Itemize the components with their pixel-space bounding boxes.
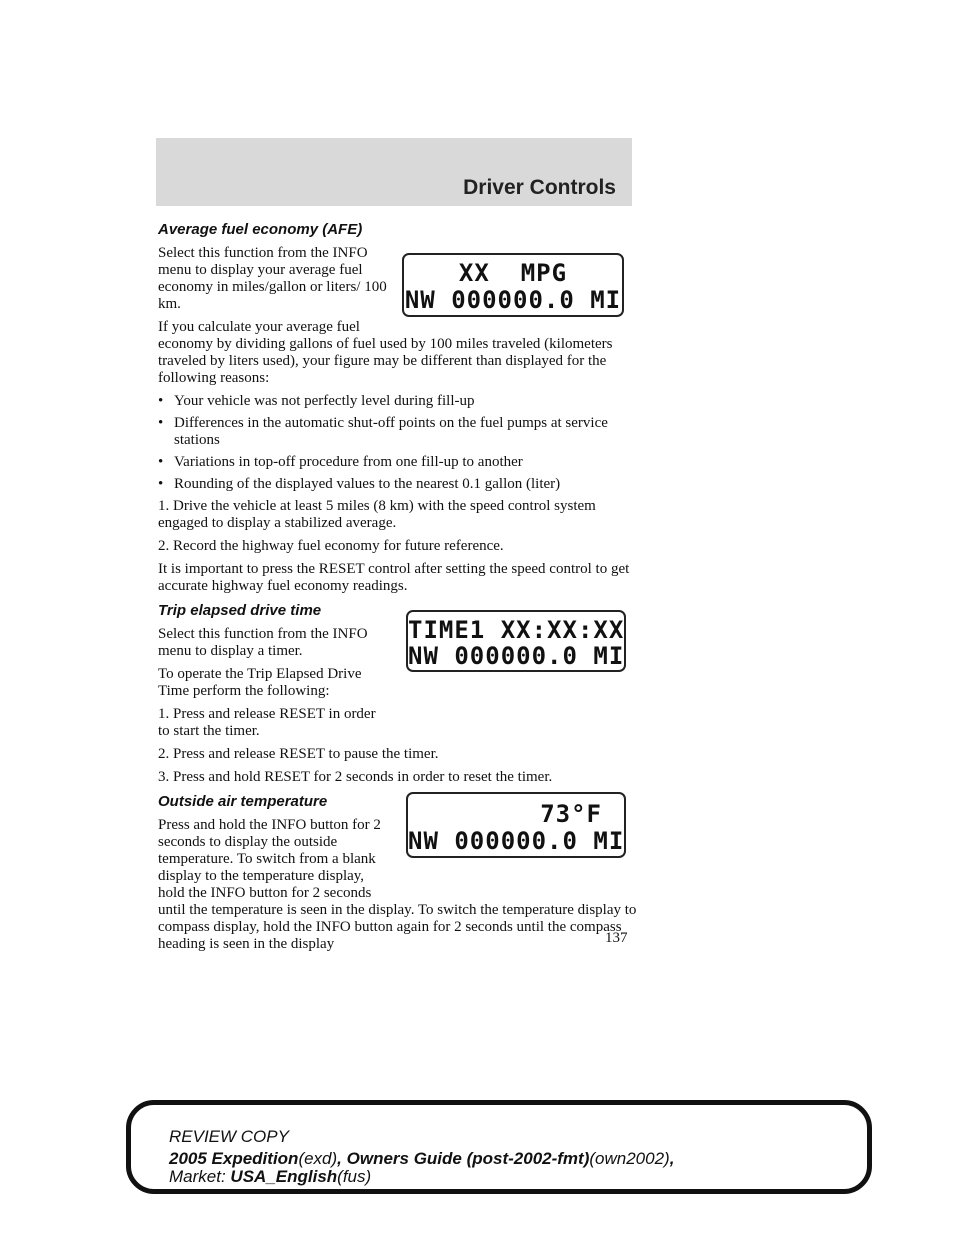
display-line-2: NW 000000.0 MI	[408, 827, 625, 855]
display-line-2: NW 000000.0 MI	[404, 286, 622, 314]
footer-line-3	[169, 1167, 371, 1187]
list-item: • Your vehicle was not perfectly level during fill-up	[158, 393, 638, 410]
afe-step-1: 1. Drive the vehicle at least 5 miles (8 km) with the speed control system engaged to display a stabilized average.	[158, 498, 596, 531]
list-item: • Differences in the automatic shut-off points on the fuel pumps at service stations	[158, 415, 638, 449]
footer-model: 2005 Expedition	[169, 1149, 299, 1168]
oat-heading: Outside air temperature	[158, 793, 328, 810]
afe-step-2: 2. Record the highway fuel economy for future reference.	[158, 538, 504, 554]
display-line-1: XX MPG	[458, 259, 568, 287]
footer-line-2	[169, 1149, 674, 1169]
page-number: 137	[605, 930, 628, 946]
trip-step-2: 2. Press and release RESET to pause the timer.	[158, 746, 439, 762]
afe-intro: Select this function from the INFO menu to display your average fuel economy in miles/gallon or liters/ 100 km.	[158, 245, 387, 312]
footer-market-label: Market:	[169, 1167, 226, 1186]
footer-trail: ,	[669, 1149, 675, 1168]
trip-time-display	[406, 610, 626, 672]
afe-calc-b: economy by dividing gallons of fuel used by 100 miles traveled (kilometers traveled by liters used), your figure may be different than displayed for the following reasons:	[158, 336, 613, 386]
display-line-1: 73°F	[540, 800, 602, 828]
display-line-1: TIME1 XX:XX:XX	[408, 616, 625, 644]
oat-text-a: Press and hold the INFO button for 2 seconds to display the outside temperature. To switch from a blank display to the temperature display, hold the INFO button for 2 seconds	[158, 817, 381, 901]
section-title: Driver Controls	[463, 176, 616, 199]
list-item: • Variations in top-off procedure from one fill-up to another	[158, 454, 638, 471]
trip-operate: To operate the Trip Elapsed Drive Time perform the following:	[158, 666, 362, 699]
afe-note: It is important to press the RESET control after setting the speed control to get accurate highway fuel economy readings.	[158, 561, 630, 594]
list-item: • Rounding of the displayed values to the nearest 0.1 gallon (liter)	[158, 476, 638, 493]
oat-text-b: until the temperature is seen in the display. To switch the temperature display to compass display, hold the INFO button again for 2 seconds until the compass heading is seen in the display	[158, 902, 637, 952]
trip-heading: Trip elapsed drive time	[158, 602, 322, 619]
review-footer	[126, 1100, 872, 1194]
footer-guide-code: (own2002)	[589, 1149, 670, 1168]
footer-guide: , Owners Guide (post-2002-fmt)	[337, 1149, 590, 1168]
footer-model-code: (exd)	[298, 1149, 338, 1168]
footer-market: USA_English	[230, 1167, 338, 1186]
header-band	[156, 138, 632, 206]
trip-step-1: 1. Press and release RESET in order to start the timer.	[158, 706, 376, 739]
footer-market-code: (fus)	[337, 1167, 372, 1186]
afe-reasons-list	[158, 393, 638, 493]
afe-calc-a: If you calculate your average fuel	[158, 319, 360, 335]
display-line-2: NW 000000.0 MI	[408, 642, 625, 670]
afe-display	[402, 253, 624, 317]
trip-intro: Select this function from the INFO menu to display a timer.	[158, 626, 368, 659]
footer-line-1: REVIEW COPY	[169, 1127, 289, 1146]
temperature-display	[406, 792, 626, 858]
afe-heading: Average fuel economy (AFE)	[158, 221, 363, 238]
trip-step-3: 3. Press and hold RESET for 2 seconds in order to reset the timer.	[158, 769, 553, 785]
